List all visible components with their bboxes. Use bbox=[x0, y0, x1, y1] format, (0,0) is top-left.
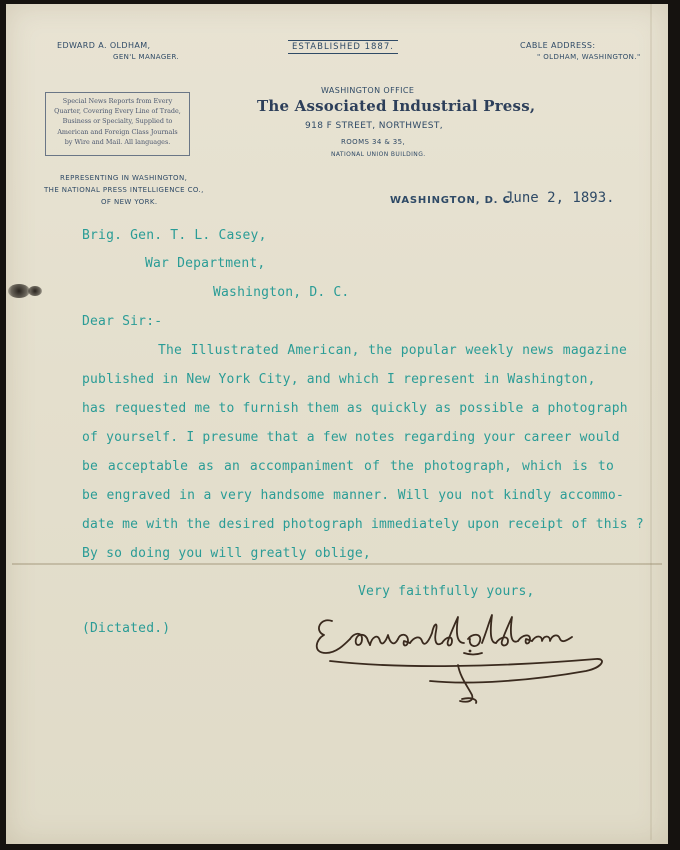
recipient-line: Washington, D. C. bbox=[213, 285, 350, 300]
recipient-line: War Department, bbox=[145, 256, 266, 271]
body-line: be acceptable as an accompaniment of the photograph, which is to bbox=[82, 459, 614, 474]
salutation: Dear Sir:- bbox=[82, 314, 163, 329]
office-label: WASHINGTON OFFICE bbox=[321, 86, 415, 95]
recipient-line: Brig. Gen. T. L. Casey, bbox=[82, 228, 267, 243]
representing-line: OF NEW YORK. bbox=[101, 198, 158, 206]
body-line: The Illustrated American, the popular weekly news magazine bbox=[158, 343, 627, 358]
company-name: The Associated Industrial Press, bbox=[257, 97, 536, 115]
body-line: published in New York City, and which I represent in Washington, bbox=[82, 372, 596, 387]
manager-name: EDWARD A. OLDHAM, bbox=[57, 41, 151, 50]
body-line: of yourself. I presume that a few notes regarding your career would bbox=[82, 430, 620, 445]
edge-crease bbox=[650, 4, 652, 840]
services-box bbox=[45, 92, 190, 156]
body-line: be engraved in a very handsome manner. Will you not kindly accommo- bbox=[82, 488, 624, 503]
letter-date: June 2, 1893. bbox=[505, 190, 615, 206]
body-line: has requested me to furnish them as quickly as possible a photograph bbox=[82, 401, 628, 416]
services-line: Business or Specialty, Supplied to bbox=[62, 117, 173, 126]
services-line: Special News Reports from Every bbox=[62, 97, 173, 105]
services-line: by Wire and Mail. All languages. bbox=[64, 137, 171, 146]
signature bbox=[310, 603, 610, 713]
building: NATIONAL UNION BUILDING. bbox=[331, 151, 426, 158]
body-line: date me with the desired photograph immediately upon receipt of this ? bbox=[82, 517, 644, 532]
services-line: American and Foreign Class Journals bbox=[57, 127, 178, 136]
fold-crease bbox=[12, 563, 662, 565]
representing-line: REPRESENTING IN WASHINGTON, bbox=[60, 174, 188, 182]
street-address: 918 F STREET, NORTHWEST, bbox=[305, 121, 444, 131]
cable-label: CABLE ADDRESS: bbox=[520, 41, 596, 50]
city-label: WASHINGTON, D. C. bbox=[390, 195, 516, 206]
cable-value: " OLDHAM, WASHINGTON." bbox=[537, 53, 641, 61]
closing: Very faithfully yours, bbox=[358, 584, 535, 599]
ink-stain bbox=[28, 286, 42, 296]
rooms: ROOMS 34 & 35, bbox=[341, 138, 406, 146]
established-notice: ESTABLISHED 1887. bbox=[288, 40, 398, 54]
representing-line: THE NATIONAL PRESS INTELLIGENCE CO., bbox=[44, 186, 204, 194]
body-line: By so doing you will greatly oblige, bbox=[82, 546, 371, 561]
manager-title: GEN'L MANAGER. bbox=[113, 53, 180, 61]
ink-stain bbox=[8, 284, 30, 298]
dictated-note: (Dictated.) bbox=[82, 621, 171, 636]
services-line: Quarter, Covering Every Line of Trade, bbox=[54, 107, 181, 116]
